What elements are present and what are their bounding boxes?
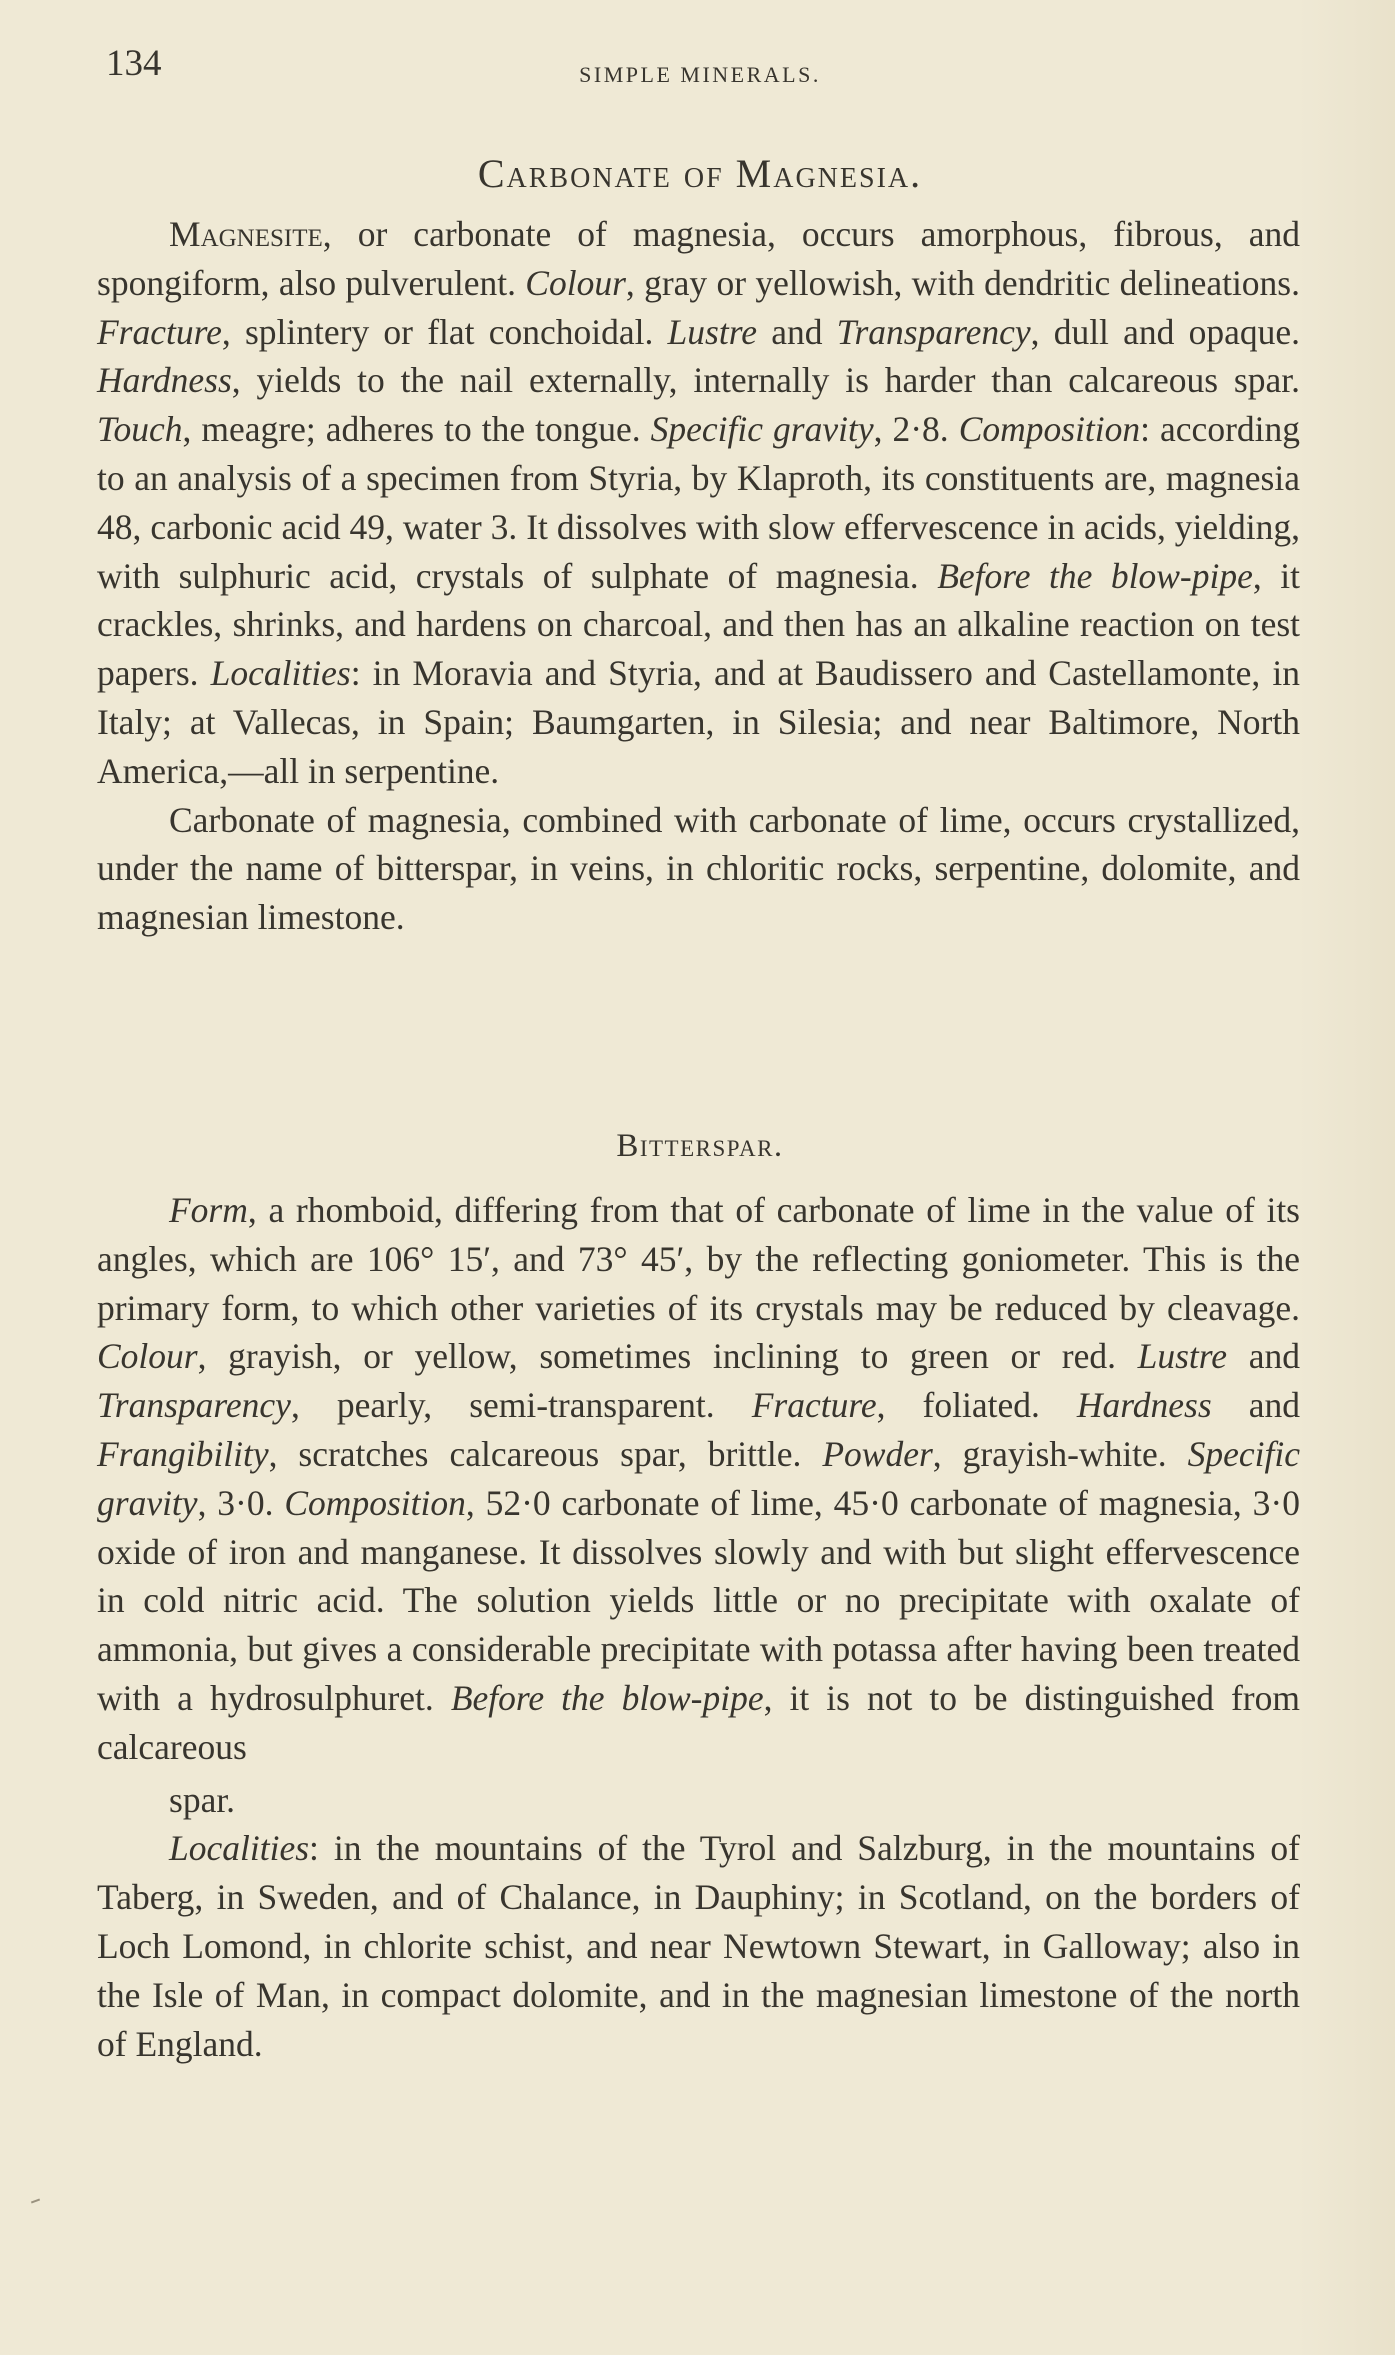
term-fracture: Fracture (97, 311, 222, 352)
text-run: , pearly, semi-transparent. (290, 1385, 752, 1426)
term-transparency: Transparency (97, 1385, 291, 1426)
text-run: , grayish, or yellow, sometimes inclining to green or red. (197, 1336, 1138, 1377)
running-title: SIMPLE MINERALS. (579, 62, 821, 87)
text-run: : in the mountains of the Tyrol and Salzburg, in the mountains of Taberg, in Sweden, and of Chalance, in Dauphiny; in Scotland, on the borders of Loch Lomond, in chlorite schist, and near Newtown Stewart, in Galloway; also in the Isle of Man, in compact dolomite, and in the magnesian limestone of the north of England. (97, 1828, 1300, 2064)
term-before-the-blow-pipe: Before the blow-pipe (937, 555, 1253, 596)
text-run: , yields to the nail externally, internally is harder than calcareous spar. (231, 360, 1300, 401)
term-frangibility: Frangibility (97, 1433, 269, 1474)
text-run: , meagre; adheres to the tongue. (182, 409, 651, 450)
term-touch: Touch (97, 409, 183, 450)
page-number: 134 (106, 43, 162, 84)
section-title-carbonate-of-magnesia: Carbonate of Magnesia. (477, 151, 923, 196)
text-run: , it crackles, shrinks, and hardens on charcoal, and then has an alkaline reaction on test papers. (97, 555, 1301, 694)
paragraph-bitterspar-intro: Carbonate of magnesia, combined with carbonate of lime, occurs crystallized, under the name of bitterspar, in veins, in chloritic rocks, serpentine, dolomite, and magnesian limestone. (97, 799, 1300, 938)
term-hardness: Hardness (1076, 1385, 1212, 1426)
text-run: , gray or yellowish, with dendritic delineations. (625, 262, 1300, 303)
term-colour: Colour (97, 1336, 198, 1377)
term-form: Form (169, 1190, 248, 1230)
text-run: and (1211, 1385, 1300, 1426)
text-run: , foliated. (876, 1385, 1077, 1426)
term-lustre: Lustre (667, 311, 757, 352)
term-hardness: Hardness (97, 360, 232, 401)
section-body-bitterspar (97, 1186, 1300, 2068)
term-transparency: Transparency (836, 311, 1031, 352)
term-powder: Powder (822, 1433, 933, 1474)
text-run: , 52·0 carbonate of lime, 45·0 carbonate of magnesia, 3·0 oxide of iron and manganese. It dissolves slowly and with but slight effervescence in cold nitric acid. The solution yields little or no precipitate with oxalate of ammonia, but gives a considerable precipitate with potassa after having been treated with a hydrosulphuret. (97, 1482, 1300, 1718)
term-specific-gravity: Specific gravity (650, 409, 874, 450)
term-localities: Localities (210, 653, 351, 694)
paper-blemish (31, 2199, 40, 2204)
section-title-bitterspar: Bitterspar. (616, 1128, 784, 1164)
paragraph-magnesite (97, 210, 1300, 796)
term-composition: Composition (284, 1482, 466, 1523)
text-run: : in Moravia and Styria, and at Baudissero and Castellamonte, in Italy; at Vallecas, in Spain; Baumgarten, in Silesia; and near Baltimore, North America,—all in serpentine. (97, 653, 1300, 791)
text-run: and (1227, 1336, 1300, 1377)
term-colour: Colour (525, 262, 626, 303)
text-run: , or carbonate of magnesia, occurs amorphous, fibrous, and spongiform, also pulverulent. (97, 214, 1300, 303)
text-run: , it is not to be distinguished from calcareous (97, 1677, 1300, 1767)
text-run: , splintery or flat conchoidal. (221, 311, 668, 352)
text-run: : according to an analysis of a specimen from Styria, by Klaproth, its constituents are, magnesia 48, carbonic acid 49, water 3. It dissolves with slow effervescence in acids, yielding, with sulphuric acid, crystals of sulphate of magnesia. (97, 409, 1301, 596)
term-specific-gravity: Specific gravity (97, 1433, 1300, 1523)
text-run: , 3·0. (197, 1482, 285, 1523)
text-run: , dull and opaque. (1030, 311, 1300, 352)
term-localities: Localities (169, 1828, 310, 1869)
term-fracture: Fracture (751, 1385, 877, 1426)
text-run: , scratches calcareous spar, brittle. (268, 1433, 823, 1474)
text-run: and (756, 311, 837, 352)
paragraph-bitterspar-properties (97, 1186, 1300, 1824)
text-run: , grayish-white. (932, 1433, 1188, 1474)
section-body-carbonate-of-magnesia (97, 210, 1300, 942)
term-before-the-blow-pipe: Before the blow-pipe (450, 1677, 764, 1718)
text-run: , 2·8. (873, 409, 959, 450)
term-composition: Composition (958, 409, 1141, 450)
paragraph-bitterspar-localities (97, 1824, 1300, 2068)
lead-term: Magnesite (169, 214, 323, 254)
text-run-last-line: spar. (169, 1779, 236, 1820)
term-lustre: Lustre (1137, 1336, 1228, 1377)
text-run: , a rhomboid, differing from that of carbonate of lime in the value of its angles, which are 106° 15′, and 73° 45′, by the reflecting goniometer. This is the primary form, to which other varieties of its crystals may be reduced by cleavage. (97, 1190, 1300, 1328)
running-head (100, 42, 1300, 86)
